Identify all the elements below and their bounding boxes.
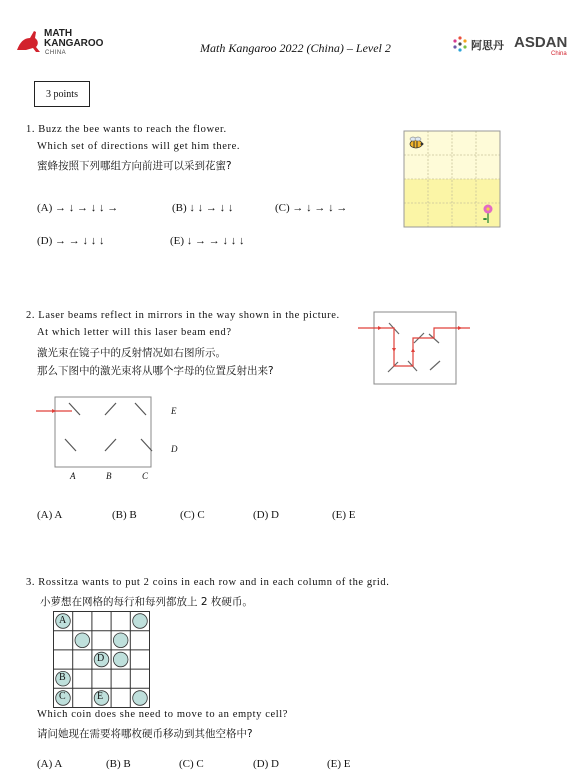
laser-example-diagram <box>358 310 472 386</box>
q1-option-e[interactable]: (E) ↓ → → ↓ ↓ ↓ <box>170 235 245 247</box>
q3-option-d[interactable]: (D) D <box>253 758 279 770</box>
q2-line2: At which letter will this laser beam end? <box>37 327 232 338</box>
laser-puzzle-diagram <box>36 395 166 467</box>
coin-label-a: A <box>59 615 67 626</box>
q1-option-a[interactable]: (A) → ↓ → ↓ ↓ → <box>37 202 119 214</box>
page-title: Math Kangaroo 2022 (China) – Level 2 <box>200 41 391 55</box>
q2-option-b[interactable]: (B) B <box>112 509 137 521</box>
q3-cn2: 请问她现在需要将哪枚硬币移动到其他空格中? <box>37 728 253 740</box>
laser-label-a: A <box>70 471 76 481</box>
asdan-cn-name: 阿思丹 <box>471 39 504 52</box>
laser-label-b: B <box>106 471 112 481</box>
asdan-china: China <box>551 51 567 57</box>
logo-china: CHINA <box>45 50 67 56</box>
q1-option-b[interactable]: (B) ↓ ↓ → ↓ ↓ <box>172 202 234 214</box>
q3-option-a[interactable]: (A) A <box>37 758 63 770</box>
q2-option-c[interactable]: (C) C <box>180 509 205 521</box>
points-box: 3 points <box>34 81 90 107</box>
q2-option-a[interactable]: (A) A <box>37 509 63 521</box>
q2-line1: 2. Laser beams reflect in mirrors in the way shown in the picture. <box>26 310 340 321</box>
q1-option-c[interactable]: (C) → ↓ → ↓ → <box>275 202 348 214</box>
q3-option-e[interactable]: (E) E <box>327 758 351 770</box>
q1-option-d[interactable]: (D) → → ↓ ↓ ↓ <box>37 235 105 247</box>
q2-cn2: 那么下图中的激光束将从哪个字母的位置反射出来? <box>37 365 274 377</box>
q1-line1: 1. Buzz the bee wants to reach the flower. <box>26 124 227 135</box>
laser-label-d: D <box>171 444 178 454</box>
q2-cn1: 激光束在镜子中的反射情况如右图所示。 <box>37 347 226 359</box>
q3-cn1: 小萝想在网格的每行和每列都放上 2 枚硬币。 <box>40 596 253 608</box>
kangaroo-logo-icon <box>14 28 42 54</box>
coin-label-c: C <box>59 691 66 702</box>
laser-label-c: C <box>142 471 149 481</box>
asdan-logo-icon <box>452 36 468 52</box>
coin-label-d: D <box>97 653 105 664</box>
coin-label-e: E <box>97 691 104 702</box>
coin-label-b: B <box>59 672 66 683</box>
laser-label-e: E <box>171 406 177 416</box>
q3-option-c[interactable]: (C) C <box>179 758 204 770</box>
asdan-name: ASDAN <box>514 34 568 51</box>
q3-line1: 3. Rossitza wants to put 2 coins in each row and in each column of the grid. <box>26 577 390 588</box>
bee-grid <box>404 131 500 227</box>
logo-math: MATH <box>44 28 73 39</box>
q2-option-e[interactable]: (E) E <box>332 509 356 521</box>
q3-option-b[interactable]: (B) B <box>106 758 131 770</box>
q3-line2: Which coin does she need to move to an empty cell? <box>37 709 289 720</box>
q2-option-d[interactable]: (D) D <box>253 509 279 521</box>
q1-cn: 蜜蜂按照下列哪组方向前进可以采到花蜜? <box>37 160 232 172</box>
q1-line2: Which set of directions will get him there. <box>37 141 241 152</box>
logo-kangaroo: KANGAROO <box>44 38 104 49</box>
